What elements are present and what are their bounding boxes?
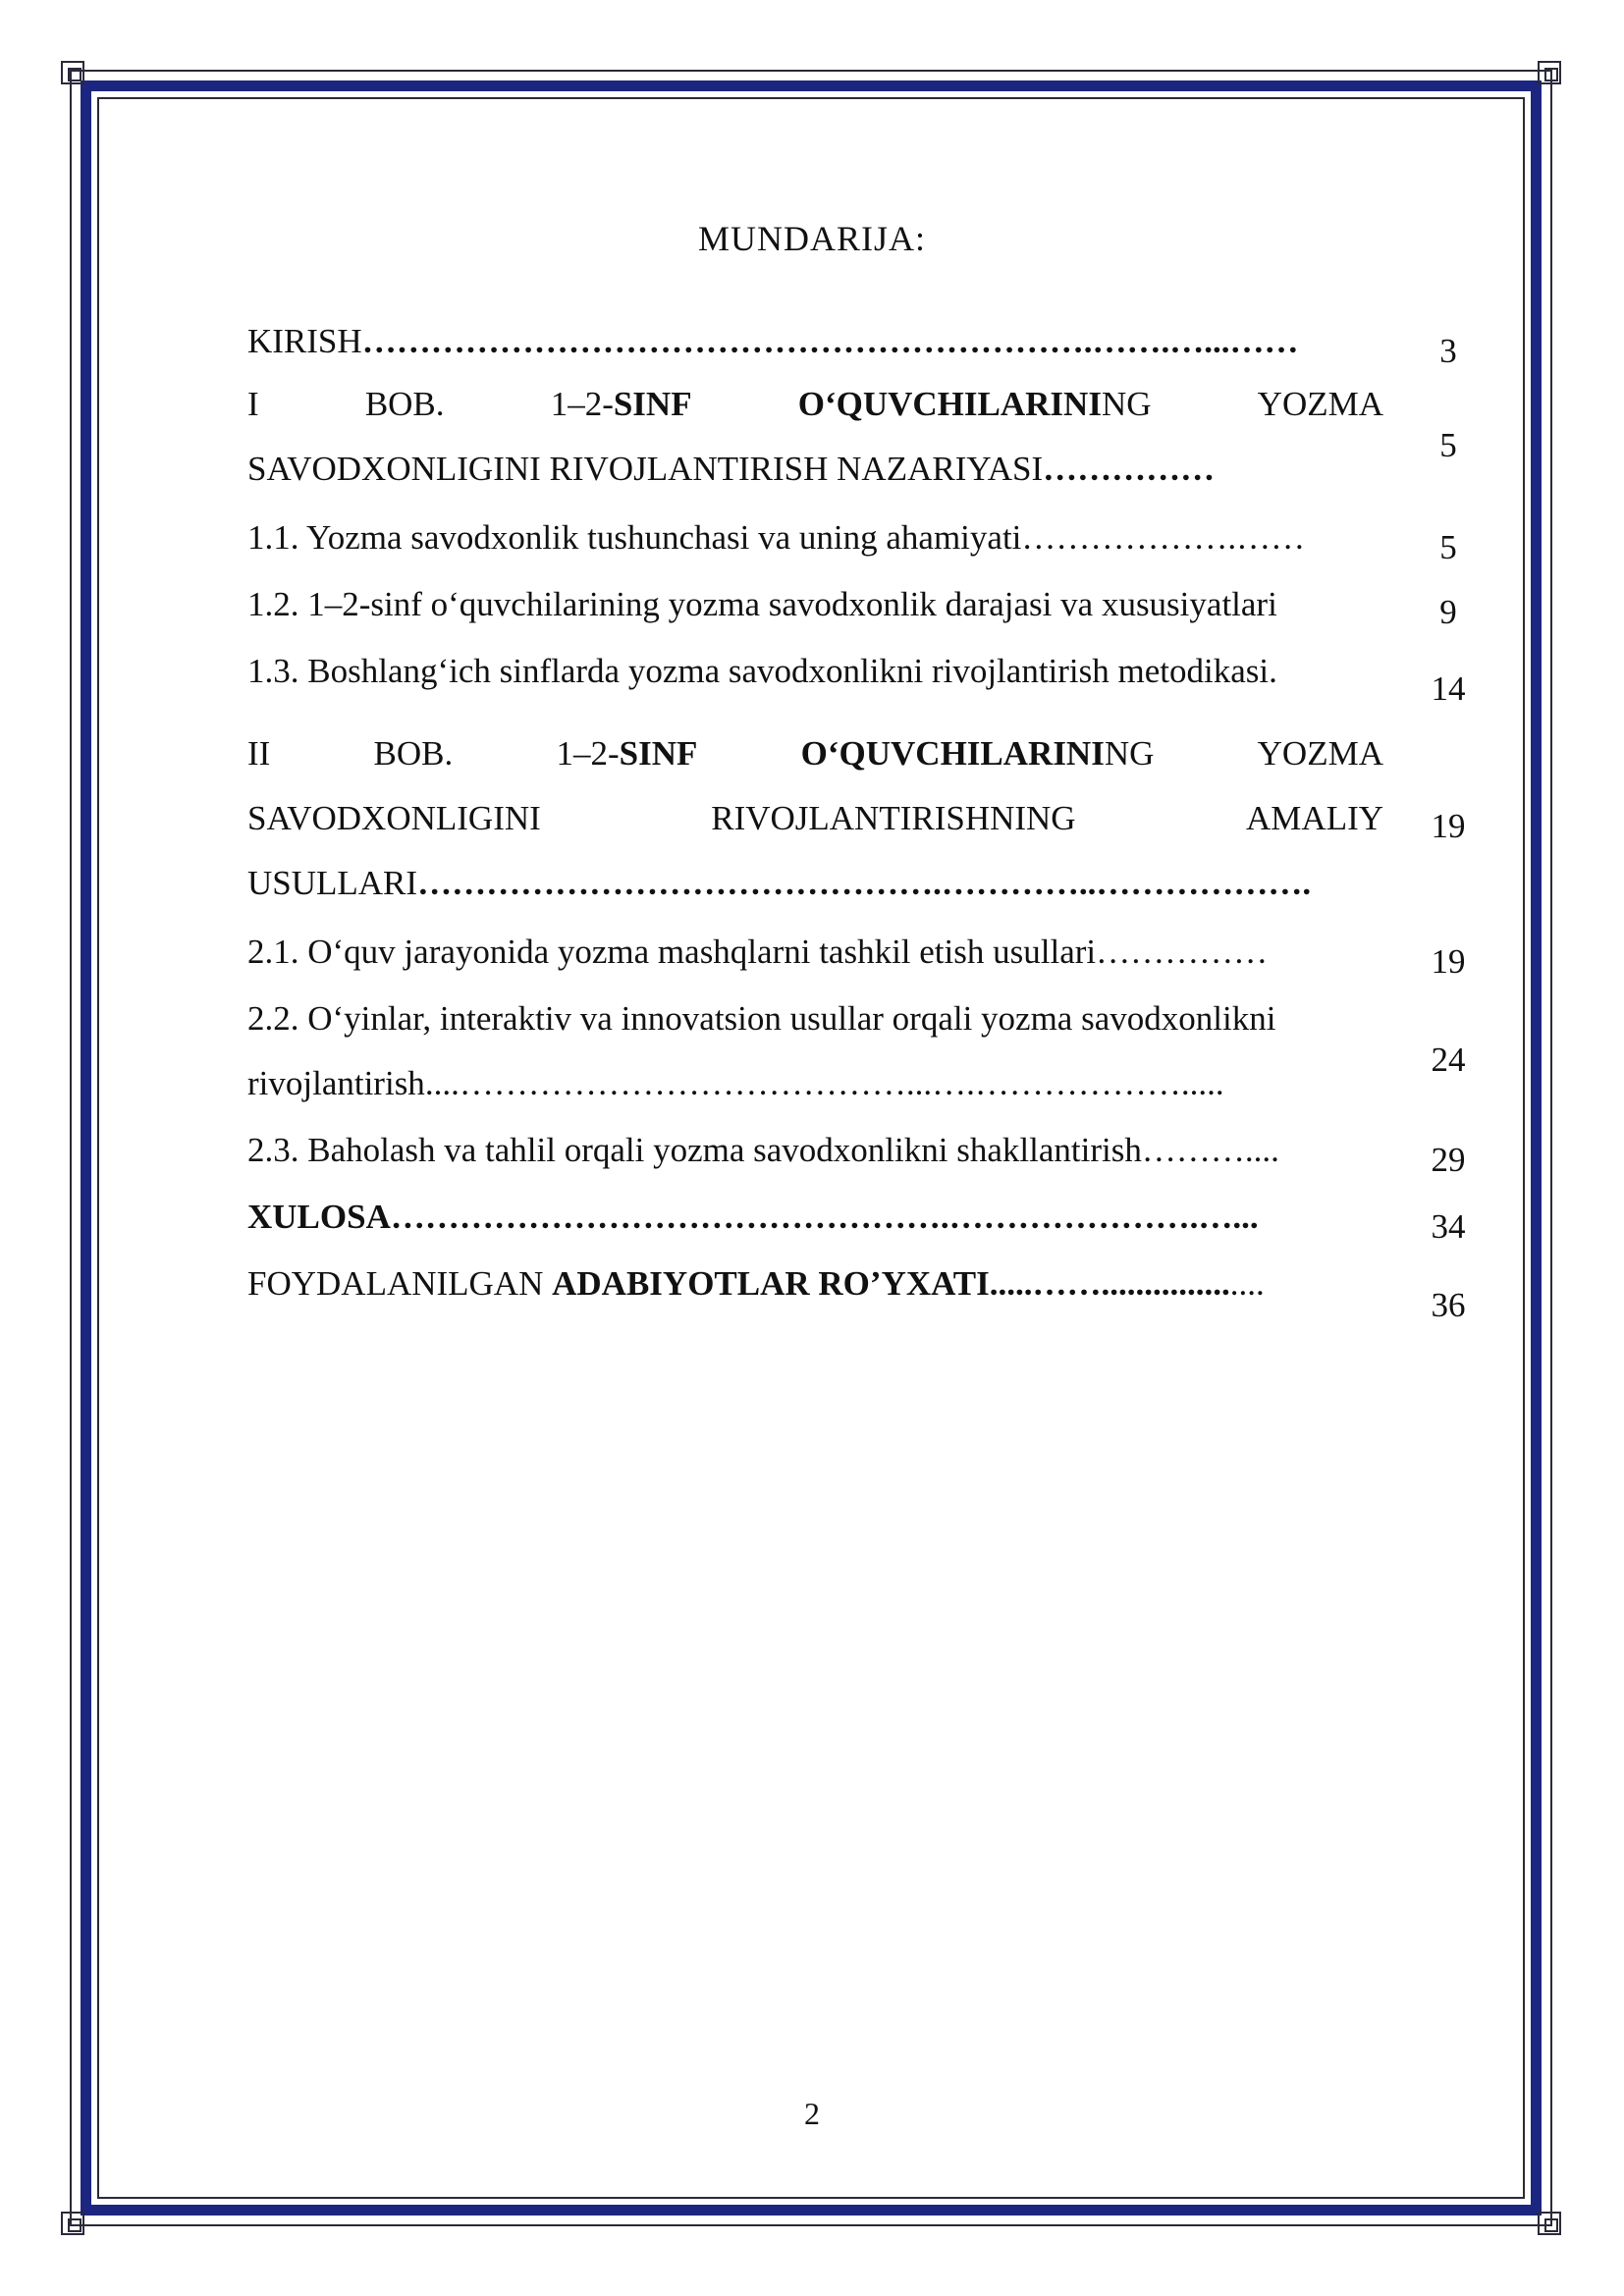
toc-leader: ……………….…… bbox=[1021, 518, 1306, 557]
toc-leader: ………………………………………….………………….…... bbox=[390, 1198, 1259, 1236]
toc-word-part: NG bbox=[1104, 734, 1155, 773]
toc-page-number: 3 bbox=[1439, 332, 1457, 370]
toc-word bbox=[801, 732, 1155, 775]
toc-word-part: O‘QUVCHILARINI bbox=[797, 385, 1102, 423]
toc-word-part: SINF bbox=[619, 734, 698, 773]
toc-entry-kirish bbox=[247, 320, 1383, 363]
toc-word-part: SINF bbox=[613, 385, 692, 423]
toc-entry-chapter-2 bbox=[247, 732, 1383, 775]
toc-page-number: 5 bbox=[1439, 528, 1457, 566]
toc-entry-label: USULLARI bbox=[247, 864, 418, 902]
toc-entry-chapter-1-line2 bbox=[247, 448, 1383, 491]
toc-word: BOB. bbox=[373, 734, 454, 773]
toc-entry-1-3 bbox=[247, 650, 1383, 693]
toc-page-number: 5 bbox=[1439, 426, 1457, 464]
toc-entry-2-1 bbox=[247, 931, 1383, 974]
toc-entry-1-2 bbox=[247, 583, 1383, 626]
toc-page-number: 29 bbox=[1431, 1141, 1466, 1179]
toc-page-number: 19 bbox=[1431, 807, 1466, 845]
corner-ornament-top-left bbox=[61, 61, 84, 84]
toc-page-number: 24 bbox=[1431, 1041, 1466, 1079]
toc-leader: ……………………………………….…………..………………. bbox=[417, 864, 1312, 902]
toc-entry-label: KIRISH bbox=[247, 322, 362, 360]
corner-ornament-top-right bbox=[1538, 61, 1561, 84]
toc-leader: …………… bbox=[1096, 933, 1269, 971]
toc-entry-2-2 bbox=[247, 997, 1383, 1041]
toc-word: I bbox=[247, 385, 259, 423]
toc-entry-2-3 bbox=[247, 1129, 1383, 1172]
toc-entry-label-bold: ADABIYOTLAR RO’YXATI bbox=[552, 1264, 990, 1303]
toc-leader: ……….... bbox=[1141, 1131, 1279, 1169]
toc-word-part: 1–2- bbox=[550, 385, 614, 423]
toc-entry-label: 1.1. Yozma savodxonlik tushunchasi va uning ahamiyati bbox=[247, 518, 1022, 557]
toc-word: AMALIY bbox=[1246, 799, 1383, 837]
toc-word bbox=[557, 732, 698, 775]
toc-page-number: 14 bbox=[1431, 669, 1466, 708]
toc-entry-chapter-2-line2 bbox=[247, 797, 1383, 840]
toc-leader: ....…………………………………...….………………..... bbox=[424, 1064, 1224, 1102]
toc-word: SAVODXONLIGINI bbox=[247, 799, 541, 837]
toc-entry-label: 2.3. Baholash va tahlil orqali yozma savodxonlikni shakllantirish bbox=[247, 1131, 1142, 1169]
toc-word-part: NG bbox=[1101, 385, 1152, 423]
toc-word: RIVOJLANTIRISHNING bbox=[711, 799, 1076, 837]
toc-word bbox=[798, 383, 1152, 426]
toc-entry-label: 1.3. Boshlang‘ich sinflarda yozma savodxonlikni rivojlantirish metodikasi. bbox=[247, 652, 1277, 690]
toc-entry-1-1 bbox=[247, 516, 1383, 560]
toc-word: YOZMA bbox=[1257, 734, 1383, 773]
toc-leader: .....……............... bbox=[989, 1264, 1230, 1303]
toc-entry-2-2-line2 bbox=[247, 1062, 1383, 1105]
toc-entry-label: XULOSA bbox=[247, 1198, 391, 1236]
page-number: 2 bbox=[804, 2096, 820, 2131]
toc-page-number: 9 bbox=[1439, 593, 1457, 631]
toc-word-part: 1–2- bbox=[556, 734, 620, 773]
toc-word: II bbox=[247, 734, 271, 773]
toc-leader: ……………………………………………………….…….…...…… bbox=[361, 322, 1299, 360]
toc-word: YOZMA bbox=[1257, 385, 1383, 423]
toc-entry-xulosa bbox=[247, 1196, 1383, 1239]
toc-entry-chapter-1 bbox=[247, 383, 1383, 426]
toc-page-number: 19 bbox=[1431, 942, 1466, 981]
toc-entry-label: 2.2. O‘yinlar, interaktiv va innovatsion usullar orqali yozma savodxonlikni bbox=[247, 999, 1276, 1038]
toc-leader: .... bbox=[1229, 1264, 1265, 1303]
toc-word-part: O‘QUVCHILARINI bbox=[800, 734, 1105, 773]
toc-entry-references bbox=[247, 1262, 1383, 1306]
toc-title: MUNDARIJA: bbox=[697, 219, 926, 258]
toc-entry-chapter-2-line3 bbox=[247, 862, 1383, 905]
toc-entry-label: 2.1. O‘quv jarayonida yozma mashqlarni tashkil etish usullari bbox=[247, 933, 1097, 971]
toc-entry-label: FOYDALANILGAN bbox=[247, 1264, 553, 1303]
toc-entry-label: 1.2. 1–2-sinf o‘quvchilarining yozma savodxonlik darajasi va xususiyatlari bbox=[247, 585, 1277, 623]
toc-entry-label: rivojlantirish bbox=[247, 1064, 425, 1102]
toc-page-number: 34 bbox=[1431, 1207, 1466, 1246]
corner-ornament-bottom-left bbox=[61, 2212, 84, 2235]
toc-page-number: 36 bbox=[1431, 1286, 1466, 1324]
toc-entry-label: SAVODXONLIGINI RIVOJLANTIRISH NAZARIYASI bbox=[247, 450, 1044, 488]
toc-leader: …………… bbox=[1043, 450, 1216, 488]
toc-word: BOB. bbox=[364, 385, 445, 423]
corner-ornament-bottom-right bbox=[1538, 2212, 1561, 2235]
toc-word bbox=[551, 383, 692, 426]
